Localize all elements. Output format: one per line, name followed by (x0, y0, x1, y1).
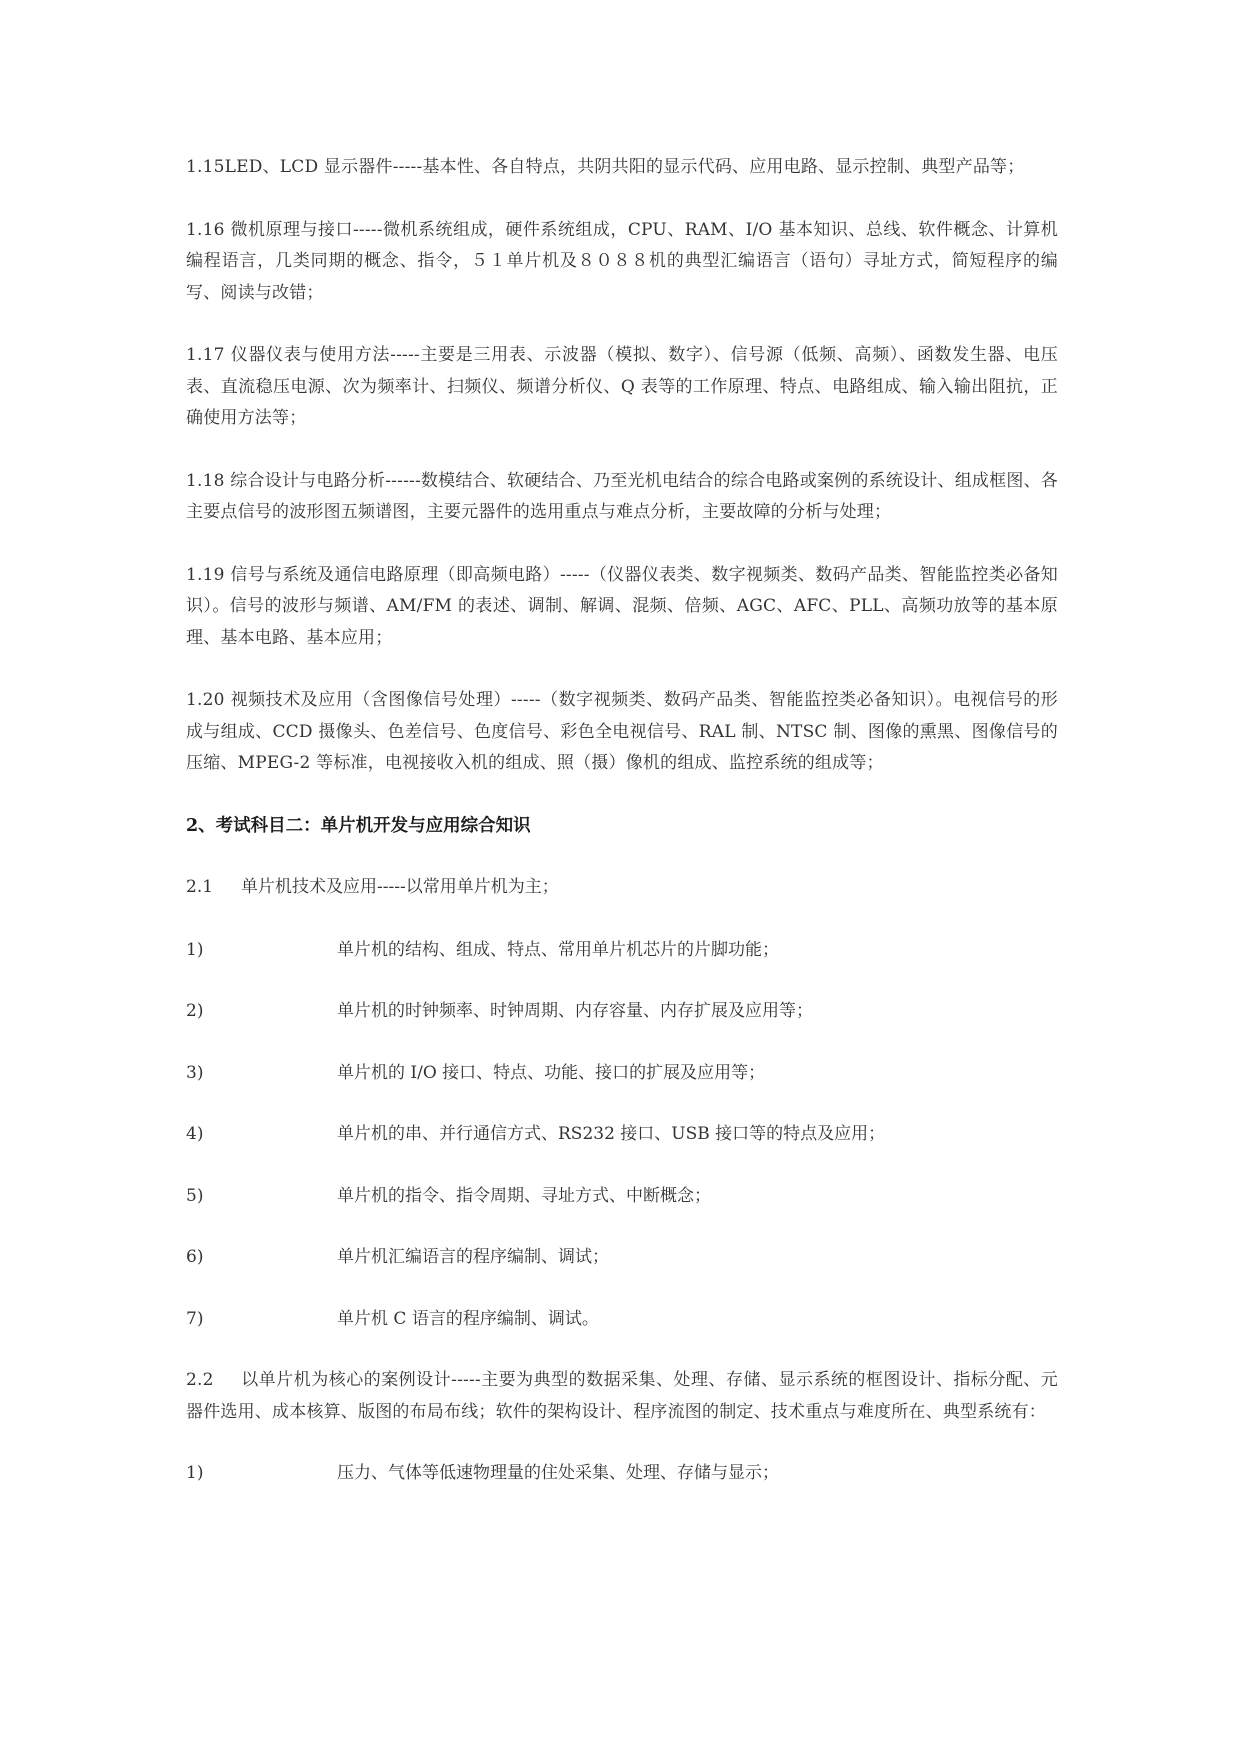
subsection-2-2 (186, 1365, 1058, 1428)
paragraph-1-20: 1.20 视频技术及应用（含图像信号处理）-----（数字视频类、数码产品类、智能监控类必备知识）。电视信号的形成与组成、CCD 摄像头、色差信号、色度信号、彩色全电视信号、RAL 制、NTSC 制、图像的熏黑、图像信号的压缩、MPEG-2 等标准，电视接收入机的组成、照（摄）像机的组成、监控系统的组成等； (186, 690, 1058, 773)
list-item-text: 压力、气体等低速物理量的住处采集、处理、存储与显示； (337, 1463, 779, 1483)
paragraph-1-17: 1.17 仪器仪表与使用方法-----主要是三用表、示波器（模拟、数字）、信号源（低频、高频）、函数发生器、电压表、直流稳压电源、次为频率计、扫频仪、频谱分析仪、Q 表等的工作原理、特点、电路组成、输入输出阻抗，正确使用方法等； (186, 345, 1058, 428)
list-item-number: 5) (186, 1185, 204, 1206)
list-item-number: 6) (186, 1247, 204, 1267)
subsection-2-1 (186, 872, 1058, 904)
list-item (186, 1058, 1058, 1090)
list-item-text: 单片机的 I/O 接口、特点、功能、接口的扩展及应用等； (337, 1062, 766, 1083)
list-item-number: 2) (186, 1001, 204, 1021)
list-item (186, 1242, 1058, 1274)
paragraph-1-15: 1.15LED、LCD 显示器件-----基本性、各自特点，共阴共阳的显示代码、应用电路、显示控制、典型产品等； (186, 157, 1025, 177)
subsection-text: 以单片机为核心的案例设计-----主要为典型的数据采集、处理、存储、显示系统的框图设计、指标分配、元器件选用、成本核算、版图的布局布线；软件的架构设计、程序流图的制定、技术重点与难度所在、典型系统有： (186, 1370, 1058, 1422)
list-item-text: 单片机的指令、指令周期、寻址方式、中断概念； (337, 1185, 711, 1206)
paragraph-1-16: 1.16 微机原理与接口-----微机系统组成，硬件系统组成，CPU、RAM、I/O 基本知识、总线、软件概念、计算机编程语言，几类同期的概念、指令，５１单片机及８０８８机的典型汇编语言（语句）寻址方式，简短程序的编写、阅读与改错； (186, 219, 1058, 303)
list-item (186, 1458, 1058, 1490)
list-item-text: 单片机汇编语言的程序编制、调试； (337, 1247, 609, 1267)
list-item (186, 1181, 1058, 1213)
list-item-text: 单片机的时钟频率、时钟周期、内存容量、内存扩展及应用等； (337, 1001, 813, 1021)
subsection-number: 2.1 (186, 877, 214, 897)
list-item (186, 1304, 1058, 1336)
section-2-heading: 2、考试科目二：单片机开发与应用综合知识 (186, 815, 531, 836)
list-item (186, 1119, 1058, 1151)
list-item-number: 7) (186, 1308, 204, 1329)
document-page (186, 152, 1058, 1520)
paragraph-1-18: 1.18 综合设计与电路分析------数模结合、软硬结合、乃至光机电结合的综合电路或案例的系统设计、组成框图、各主要点信号的波形图五频谱图，主要元器件的选用重点与难点分析，主要故障的分析与处理； (186, 470, 1058, 522)
list-item (186, 996, 1058, 1028)
subsection-title: 单片机技术及应用-----以常用单片机为主； (241, 877, 559, 897)
list-item (186, 935, 1058, 967)
list-item-number: 4) (186, 1124, 204, 1144)
list-item-number: 1) (186, 939, 204, 960)
paragraph-1-19: 1.19 信号与系统及通信电路原理（即高频电路）-----（仪器仪表类、数字视频类、数码产品类、智能监控类必备知识）。信号的波形与频谱、AM/FM 的表述、调制、解调、混频、倍频、AGC、AFC、PLL、高频功放等的基本原理、基本电路、基本应用； (186, 564, 1058, 648)
list-item-text: 单片机的结构、组成、特点、常用单片机芯片的片脚功能； (337, 939, 779, 960)
subsection-number: 2.2 (186, 1370, 214, 1390)
list-item-text: 单片机 C 语言的程序编制、调试。 (337, 1308, 599, 1329)
list-item-number: 3) (186, 1062, 204, 1083)
list-item-number: 1) (186, 1463, 204, 1483)
list-item-text: 单片机的串、并行通信方式、RS232 接口、USB 接口等的特点及应用； (337, 1124, 886, 1144)
